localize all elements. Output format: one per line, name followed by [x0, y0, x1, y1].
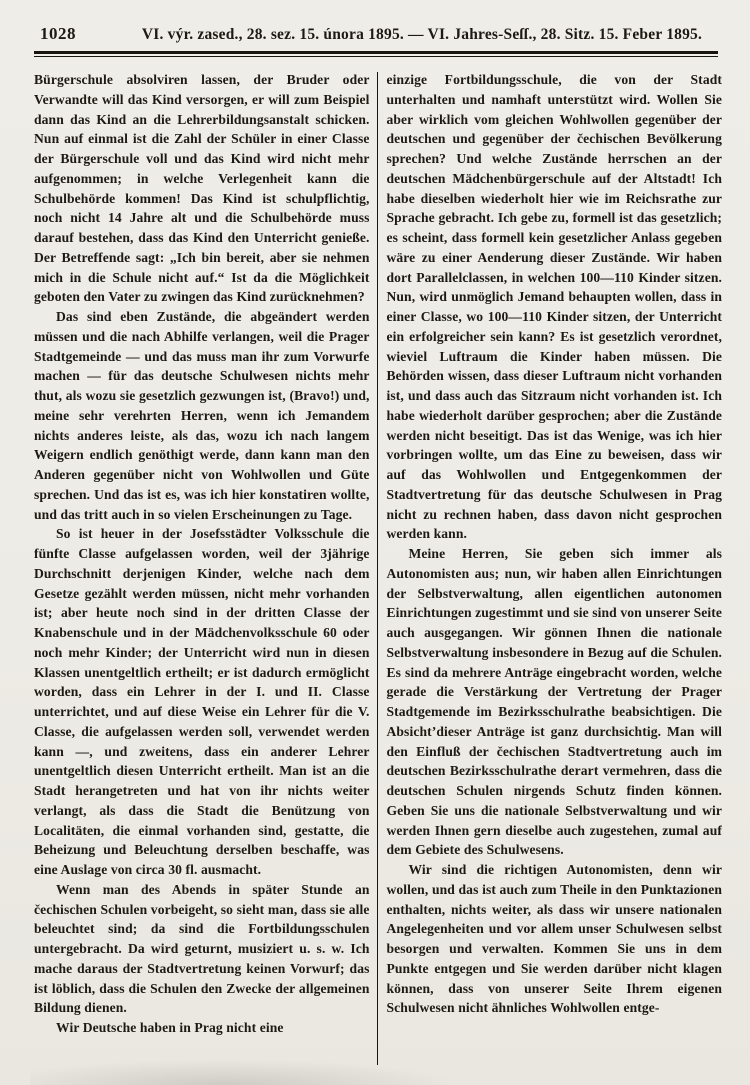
paragraph: Bürgerschule absolviren lassen, der Bruder oder Verwandte will das Kind versorgen, er will zum Beispiel dann das Kind an die Lehrerbildungsanstalt schicken. Nun auf einmal ist die Zahl der Schüler in einer Classe der Bürgerschule voll und das Kind wird nicht mehr aufgenommen; in welche Verlegenheit kann die Schulbehörde kommen! Das Kind ist schulpflichtig, noch nicht 14 Jahre alt und die Schulbehörde muss darauf bestehen, dass das Kind den Unterricht genieße. Der Betreffende sagt: „Ich bin bereit, aber sie nehmen mich in die Schule nicht auf.“ Ist da die Möglichkeit geboten den Vater zu zwingen das Kind zurücknehmen? — [34, 72, 370, 305]
paragraph: Wir sind die richtigen Autonomisten, denn wir wollen, und das ist auch zum Theile in den Punktazionen enthalten, nichts weiter, als dass wir unsere nationalen Angelegenheiten und vor allem unser Schulwesen selbst besorgen und verwalten. Kommen Sie uns in dem Punkte entgegen und Sie werden darüber nicht klagen können, dass von unserer Seite Ihrem eigenen Schulwesen nicht ähnliches Wohlwollen entge- — [386, 862, 722, 1016]
left-column — [34, 70, 377, 1065]
page-header — [0, 0, 750, 44]
header-rule — [34, 51, 718, 57]
paragraph: Wir Deutsche haben in Prag nicht eine — [56, 1020, 284, 1035]
session-header: VI. výr. zased., 28. sez. 15. února 1895. — VI. Jahres-Seſſ., 28. Sitz. 15. Feber 1895. — [141, 26, 703, 43]
page-number: 1028 — [40, 24, 76, 43]
paragraph: einzige Fortbildungsschule, die von der Stadt unterhalten und namhaft unterstützt wird. Wollen Sie aber wirklich vom gleichen Wohlwollen gegenüber der deutschen und gegenüber der čechischen Bevölkerung sprechen? Und welche Zustände herrschen an der deutschen Mädchenbürgerschule auf der Altstadt! Ich habe dieselben wiederholt hier wie im Reichsrathe zur Sprache gebracht. Ich gebe zu, formell ist das gesetzlich; es scheint, dass formell kein gesetzlicher Anlass gegeben wäre zu einer Aenderung dieser Zustände. Wir haben dort Parallelclassen, in welchen 100—110 Kinder sitzen. Nun, wird unmöglich Jemand behaupten wollen, dass in einer Classe, wo 100—110 Kinder sitzen, der Unterricht ein erfolgreicher sein kann? Es ist gesetzlich verordnet, wieviel Luftraum die Kinder haben müssen. Die Behörden wissen, dass dieser Luftraum nicht vorhanden ist, und dass auch das Sitzraum nicht vorhanden ist. Ich habe wiederholt darüber gesprochen; aber die Zustände werden nicht beseitigt. Das ist das Wenige, was ich hier vorbringen wollte, um das Eine zu beweisen, dass wir auf das Wohlwollen und Entgegenkommen der Stadtvertretung für das deutsche Schulwesen in Prag nicht zu rechnen haben, dass davon nicht gesprochen werden kann. — [386, 72, 722, 542]
paragraph: Meine Herren, Sie geben sich immer als Autonomisten aus; nun, wir haben allen Einrichtungen der Selbstverwaltung, allen eigentlichen autonomen Einrichtungen zugestimmt und sie sind von unserer Seite auch ausgegangen. Wir gönnen Ihnen die nationale Selbstverwaltung insbesondere in Bezug auf die Schulen. Es sind da mehrere Anträge eingebracht worden, welche gerade die Verstärkung der Vertretung der Prager Stadtgemende im Bezirksschulrathe beabsichtigen. Die Absicht’dieser Anträge ist ganz durchsichtig. Man will den Einfluß der čechischen Stadtvertretung auch im deutschen Bezirksschulrathe derart vermehren, dass die deutschen Schulen nirgends Schutz finden können. Geben Sie uns die nationale Selbstverwaltung und wir werden Ihnen gern dieselbe auch zugestehen, zumal auf dem Gebiete des Schulwesens. — [386, 546, 722, 858]
paragraph: Das sind eben Zustände, die abgeändert werden müssen und die nach Abhilfe verlangen, weil die Prager Stadtgemeinde — und das muss man ihr zum Vorwurfe machen — für das deutsche Schulwesen nichts mehr thut, als wozu sie gesetzlich gezwungen ist, (Bravo!) und, meine sehr verehrten Herren, wenn ich Jemandem nichts anderes leiste, als das, wozu ich nach langem Weigern endlich genöthigt werde, dann kann man den Anderen gegenüber nicht von Wohlwollen und Güte sprechen. Und das ist es, was ich hier konstatiren wollte, und das tritt auch in so vielen Erscheinungen zu Tage. — [34, 309, 370, 522]
right-column — [378, 70, 722, 1065]
paragraph: Wenn man des Abends in später Stunde an čechischen Schulen vorbeigeht, so sieht man, dass sie alle beleuchtet sind; da sind die Fortbildungsschulen untergebracht. Da wird geturnt, musiziert u. s. w. Ich mache daraus der Stadtvertretung keinen Vorwurf; das ist löblich, dass die Schulen den Zwecke der allgemeinen Bildung dienen. — [34, 881, 370, 1016]
text-columns — [34, 70, 722, 1065]
paragraph: So ist heuer in der Josefsstädter Volksschule die fünfte Classe aufgelassen worden, weil der 3jährige Durchschnitt derjenigen Kinder, welche nach dem Gesetze gezählt werden müssen, nicht mehr vorhanden ist; aber heute noch sind in der dritten Classe der Knabenschule und in der Mädchenvolksschule 60 oder noch mehr Kinder; der Unterricht wird nun in diesen Klassen unentgeltlich ertheilt; er ist dadurch ermöglicht worden, dass ein Lehrer in der I. und II. Classe unterrichtet, und auf diese Weise ein Lehrer für die V. Classe, die aufgelassen werden soll, verwendet werden kann —, und zweitens, dass ein anderer Lehrer unentgeltlich diesen Unterricht ertheilt. Man ist an die Stadt herangetreten und hat von ihr nichts weiter verlangt, als dass die Stadt die Benützung von Localitäten, die einmal vorhanden sind, gestatte, die Beheizung und Beleuchtung derselben beschaffe, was eine Auslage von circa 30 fl. ausmacht. — [34, 526, 370, 877]
